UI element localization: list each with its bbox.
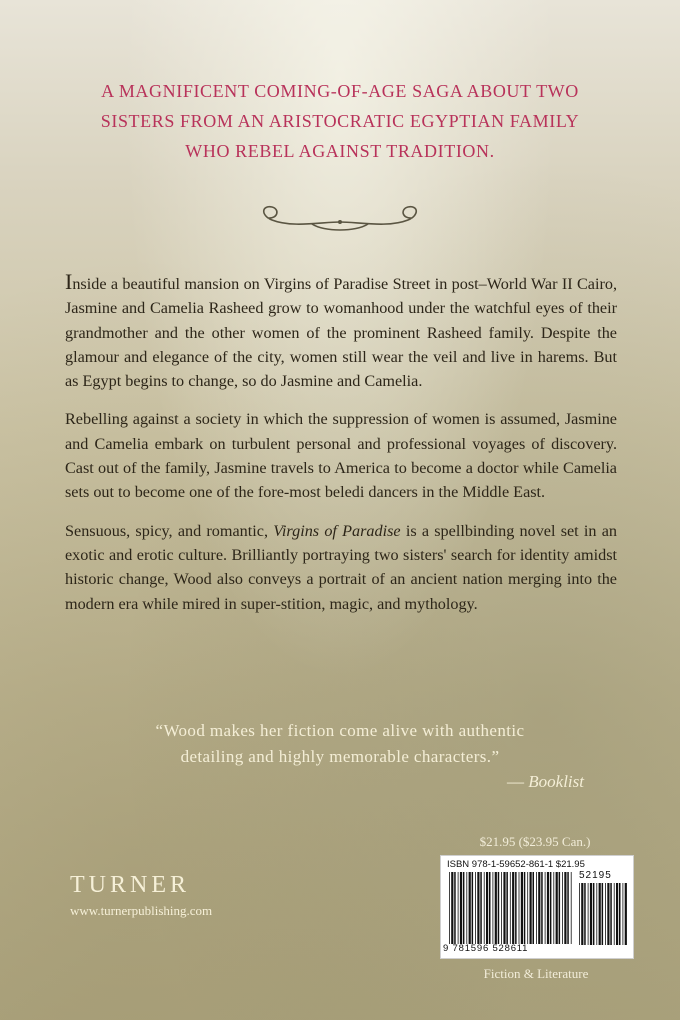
barcode-bar — [625, 883, 627, 945]
barcode-bar — [519, 872, 520, 944]
tagline-line-1: A MAGNIFICENT COMING-OF-AGE SAGA ABOUT TWO — [101, 81, 579, 101]
barcode-bar — [547, 872, 549, 944]
description-paragraph-1 — [65, 270, 617, 393]
barcode-bar — [484, 872, 485, 944]
barcode-bar — [562, 872, 563, 944]
barcode-bar — [545, 872, 546, 944]
barcode-bar — [512, 872, 514, 944]
category-label: Fiction & Literature — [483, 966, 589, 981]
tagline-line-2: SISTERS FROM AN ARISTOCRATIC EGYPTIAN FAMILY — [100, 111, 580, 131]
book-title-italic: Virgins of Paradise — [273, 521, 401, 540]
barcode-bar — [501, 872, 502, 944]
isbn-text: ISBN 978-1-59652-861-1 $21.95 — [447, 859, 585, 870]
barcode-bar — [503, 872, 505, 944]
barcode-bar — [550, 872, 552, 944]
quote-line-1: “Wood makes her fiction come alive with authentic — [155, 721, 525, 740]
barcode-bar — [463, 872, 465, 944]
barcode-bar — [510, 872, 511, 944]
barcode-bar — [605, 883, 606, 945]
barcode-addon-digits: 52195 — [579, 870, 612, 881]
publisher-logo: TURNER — [70, 872, 190, 898]
barcode-bar — [469, 872, 471, 944]
barcode-bar — [493, 872, 494, 944]
barcode-bar — [596, 883, 597, 945]
tagline-line-3: WHO REBEL AGAINST TRADITION. — [185, 141, 495, 161]
barcode-bar — [475, 872, 476, 944]
dropcap: I — [65, 269, 73, 294]
barcode-bar — [460, 872, 462, 944]
barcode-bar — [472, 872, 474, 944]
barcode-bar — [486, 872, 488, 944]
barcode-bar — [506, 872, 508, 944]
barcode-bar — [571, 872, 572, 944]
barcode-bar — [451, 872, 453, 944]
barcode-digits: 9 781596 528611 — [443, 943, 529, 954]
barcode-bar — [533, 872, 535, 944]
barcode-bar — [581, 883, 583, 945]
barcode-bar — [559, 872, 561, 944]
paragraph-3-text: is a spellbinding novel set in an exotic and erotic culture. Brilliantly portraying two sisters' search for identity amidst historic change, Wood also conveys a portrait of an ancient nation merging into the modern era while mired in super-stition, magic, and mythology. — [65, 521, 617, 613]
description-paragraph-3 — [65, 519, 617, 616]
barcode-bar — [466, 872, 467, 944]
price-label: $21.95 ($23.95 Can.) — [479, 834, 591, 849]
barcode-bar — [480, 872, 482, 944]
barcode-bar — [616, 883, 618, 945]
barcode-bar — [590, 883, 592, 945]
quote-source-name: Booklist — [528, 772, 584, 791]
quote-source — [440, 772, 584, 792]
barcode-bar — [593, 883, 595, 945]
barcode-bar — [521, 872, 523, 944]
barcode-bar — [538, 872, 540, 944]
barcode-bar — [610, 883, 612, 945]
description-paragraph-2: Rebelling against a society in which the suppression of women is assumed, Jasmine and Camelia embark on turbulent personal and professional voyages of discovery. Cast out of the family, Jasmine travels to America to become a doctor while Camelia sets out to become one of the fore-most beledi dancers in the Middle East. — [65, 410, 617, 502]
review-quote — [80, 718, 600, 770]
isbn-barcode — [440, 855, 634, 959]
barcode-bar — [567, 872, 569, 944]
barcode-bar — [599, 883, 601, 945]
barcode-bar — [530, 872, 532, 944]
barcode-bar — [489, 872, 491, 944]
barcode-bar — [579, 883, 580, 945]
barcode-bar — [564, 872, 566, 944]
barcode-bar — [498, 872, 500, 944]
barcode-bars — [449, 872, 573, 944]
barcode-bar — [623, 883, 624, 945]
barcode-bar — [477, 872, 479, 944]
barcode-bar — [619, 883, 621, 945]
barcode-bar — [495, 872, 497, 944]
paragraph-3-intro: Sensuous, spicy, and romantic, — [65, 521, 274, 540]
quote-line-2: detailing and highly memorable characters.” — [180, 747, 500, 766]
paragraph-1-text: nside a beautiful mansion on Virgins of Paradise Street in post–World War II Cairo, Jasmine and Camelia Rasheed grow to womanhood under the watchful eyes of their grandmother and the other women of the prominent Rasheed family. Despite the glamour and elegance of the city, women still wear the veil and live in harems. But as Egypt begins to change, so do Jasmine and Camelia. — [65, 275, 617, 391]
barcode-bar — [614, 883, 615, 945]
barcode-bar — [584, 883, 586, 945]
barcode-bar — [527, 872, 528, 944]
barcode-bar — [588, 883, 589, 945]
quote-dash: — — [507, 772, 529, 791]
barcode-bar — [556, 872, 558, 944]
barcode-bar — [602, 883, 604, 945]
barcode-bar — [541, 872, 543, 944]
flourish-ornament-icon — [252, 202, 428, 238]
barcode-bar — [454, 872, 456, 944]
barcode-bar — [607, 883, 609, 945]
barcode-bar — [536, 872, 537, 944]
barcode-bar — [515, 872, 517, 944]
barcode-bar — [449, 872, 450, 944]
book-description — [65, 270, 617, 630]
publisher-url: www.turnerpublishing.com — [70, 903, 213, 918]
barcode-bar — [524, 872, 526, 944]
barcode-addon-bars — [579, 883, 627, 945]
barcode-bar — [553, 872, 554, 944]
barcode-bar — [458, 872, 459, 944]
tagline — [40, 76, 640, 166]
